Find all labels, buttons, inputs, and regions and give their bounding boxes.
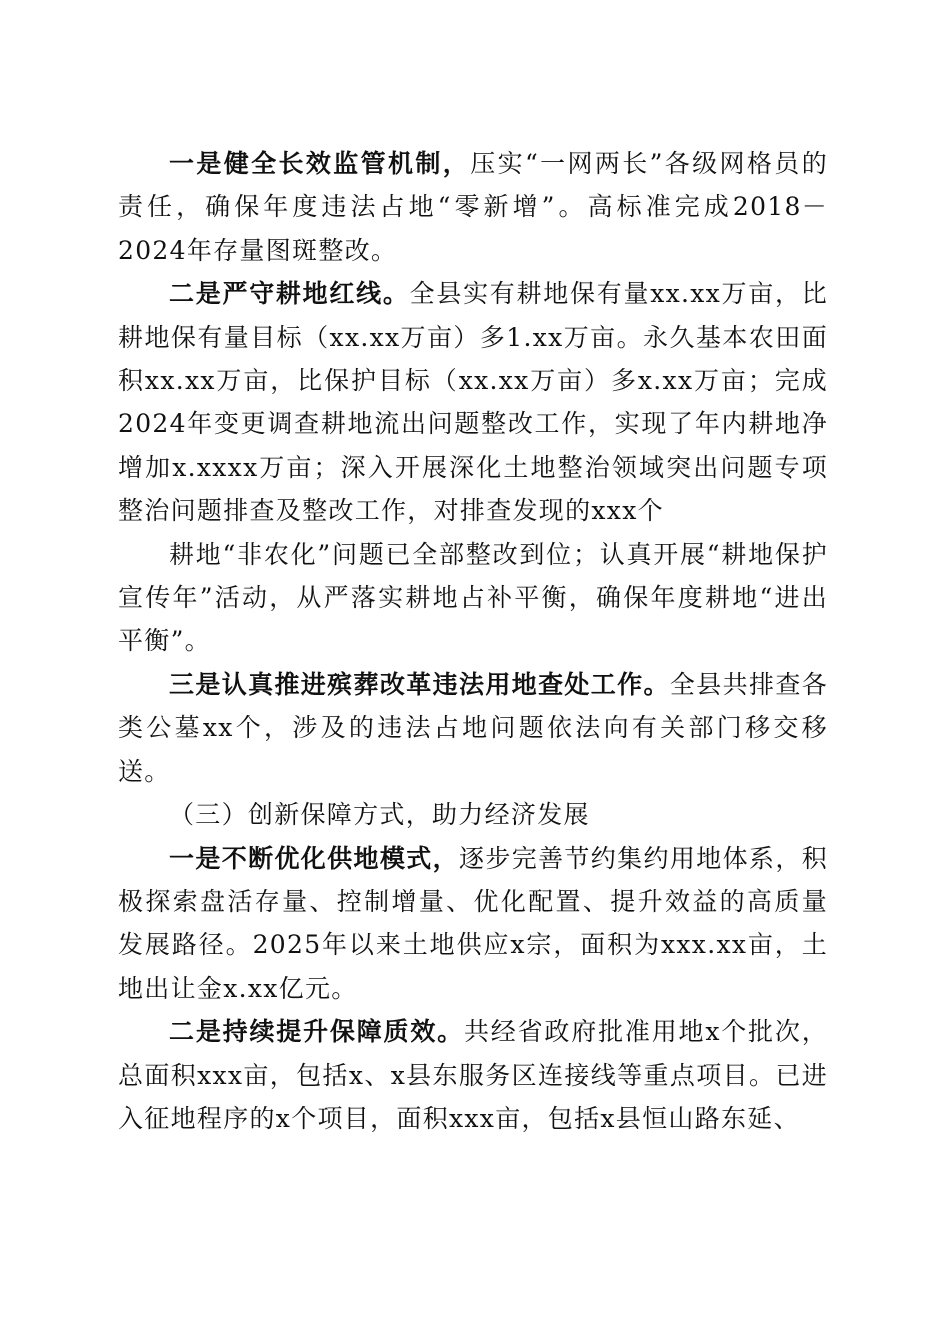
paragraph-5-text: 逐步完善节约集约用地体系，积极探索盘活存量、控制增量、优化配置、提升效益的高质量发展路径。2025年以来土地供应x宗，面积为xxx.xx亩，土地出让金x.xx亿元。 [118, 843, 828, 1003]
paragraph-4-lead: 三是认真推进殡葬改革违法用地查处工作。 [169, 669, 670, 699]
document-body [118, 142, 828, 1140]
paragraph-5 [118, 837, 828, 1011]
paragraph-6 [118, 1010, 828, 1140]
paragraph-2-text: 全县实有耕地保有量xx.xx万亩，比耕地保有量目标（xx.xx万亩）多1.xx万亩。永久基本农田面积xx.xx万亩，比保护目标（xx.xx万亩）多x.xx万亩；完成2024年变更调查耕地流出问题整改工作，实现了年内耕地净增加x.xxxx万亩；深入开展深化土地整治领域突出问题专项整治问题排查及整改工作，对排查发现的xxx个 [118, 279, 828, 526]
paragraph-2 [118, 272, 828, 532]
paragraph-1 [118, 142, 828, 272]
paragraph-6-lead: 二是持续提升保障质效。 [169, 1017, 464, 1047]
paragraph-3 [118, 533, 828, 663]
paragraph-6-text: 共经省政府批准用地x个批次，总面积xxx亩，包括x、x县东服务区连接线等重点项目。已进入征地程序的x个项目，面积xxx亩，包括x县恒山路东延、 [118, 1017, 828, 1133]
paragraph-2-lead: 二是严守耕地红线。 [169, 279, 410, 309]
section-heading: （三）创新保障方式，助力经济发展 [169, 800, 590, 830]
paragraph-1-text: 压实“一网两长”各级网格员的责任，确保年度违法占地“零新增”。高标准完成2018－2024年存量图斑整改。 [118, 149, 828, 265]
paragraph-4 [118, 663, 828, 793]
paragraph-5-lead: 一是不断优化供地模式， [169, 843, 459, 873]
paragraph-3-text: 耕地“非农化”问题已全部整改到位；认真开展“耕地保护宣传年”活动，从严落实耕地占补平衡，确保年度耕地“进出平衡”。 [118, 539, 828, 656]
paragraph-1-lead: 一是健全长效监管机制， [169, 149, 471, 178]
paragraph-4-text: 全县共排查各类公墓xx个，涉及的违法占地问题依法向有关部门移交移送。 [118, 669, 829, 786]
